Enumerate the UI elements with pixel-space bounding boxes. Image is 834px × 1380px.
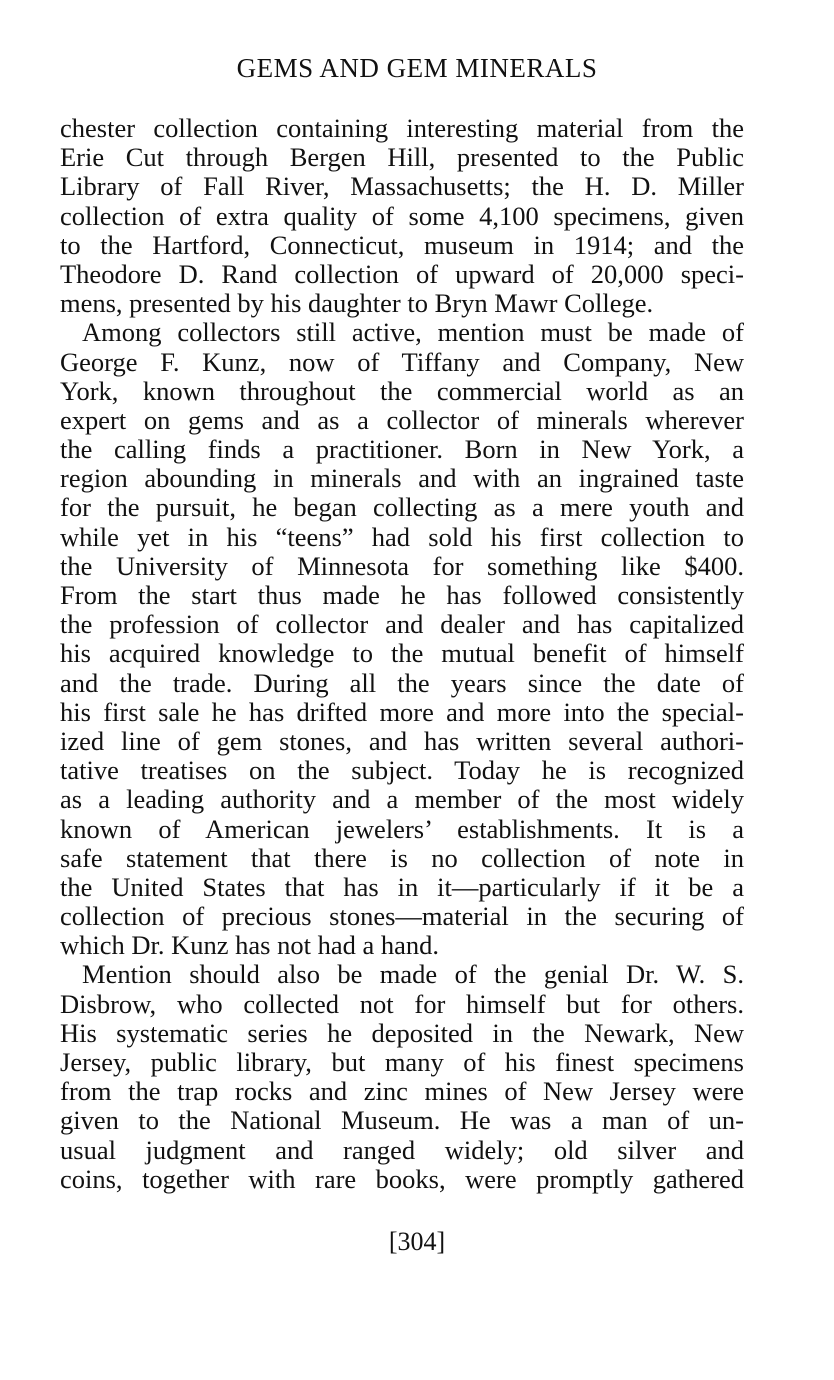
text-line: the calling finds a practitioner. Born in New York, a [60, 434, 744, 465]
text-line: given to the National Museum. He was a man of un- [60, 1105, 744, 1136]
text-line: usual judgment and ranged widely; old silver and [60, 1134, 744, 1165]
text-line: his acquired knowledge to the mutual benefit of himself [60, 638, 744, 669]
text-line: collection of precious stones—material in the securing of [60, 901, 744, 932]
text-line: Theodore D. Rand collection of upward of 20,000 speci- [60, 258, 744, 289]
body-text [60, 114, 744, 1194]
text-line: the profession of collector and dealer and has capitalized [60, 609, 744, 640]
text-line: to the Hartford, Connecticut, museum in 1914; and the [60, 229, 744, 260]
text-line: while yet in his “teens” had sold his first collection to [60, 521, 744, 552]
text-line: as a leading authority and a member of the most widely [60, 784, 744, 815]
text-line: York, known throughout the commercial world as an [60, 375, 744, 406]
text-line: Erie Cut through Bergen Hill, presented to the Public [60, 142, 744, 173]
text-line: region abounding in minerals and with an ingrained taste [60, 463, 744, 494]
text-line: and the trade. During all the years since the date of [60, 667, 744, 698]
text-line: ized line of gem stones, and has written several authori- [60, 725, 744, 756]
text-line: mens, presented by his daughter to Bryn Mawr College. [60, 288, 654, 319]
text-line: tative treatises on the subject. Today he is recognized [60, 755, 744, 786]
text-line: George F. Kunz, now of Tiffany and Company, New [60, 346, 744, 377]
text-line: From the start thus made he has followed consistently [60, 580, 744, 610]
text-line: Jersey, public library, but many of his finest specimens [60, 1047, 744, 1077]
page-number: [304] [388, 1227, 446, 1256]
text-line: the University of Minnesota for something like $400. [60, 550, 744, 581]
text-line: His systematic series he deposited in the Newark, New [60, 1017, 744, 1048]
text-line: his first sale he has drifted more and more into the special- [60, 696, 744, 727]
text-line: Disbrow, who collected not for himself but for others. [60, 988, 744, 1019]
text-line: collection of extra quality of some 4,100 specimens, given [60, 200, 744, 231]
text-line: coins, together with rare books, were promptly gathered [60, 1163, 744, 1194]
text-line: Mention should also be made of the genial Dr. W. S. [82, 959, 744, 990]
text-line: Library of Fall River, Massachusetts; the H. D. Miller [60, 171, 744, 202]
text-line: Among collectors still active, mention must be made of [82, 317, 744, 348]
text-line: expert on gems and as a collector of minerals wherever [60, 404, 744, 435]
text-line: safe statement that there is no collection of note in [60, 842, 744, 873]
text-line: which Dr. Kunz has not had a hand. [60, 930, 440, 961]
text-line: chester collection containing interesting material from the [60, 113, 744, 143]
text-line: for the pursuit, he began collecting as a mere youth and [60, 492, 744, 523]
text-line: the United States that has in it—particularly if it be a [60, 871, 744, 902]
text-line: from the trap rocks and zinc mines of New Jersey were [60, 1076, 744, 1107]
text-line: known of American jewelers’ establishments. It is a [60, 813, 744, 844]
running-head-title: GEMS AND GEM MINERALS [236, 53, 598, 83]
